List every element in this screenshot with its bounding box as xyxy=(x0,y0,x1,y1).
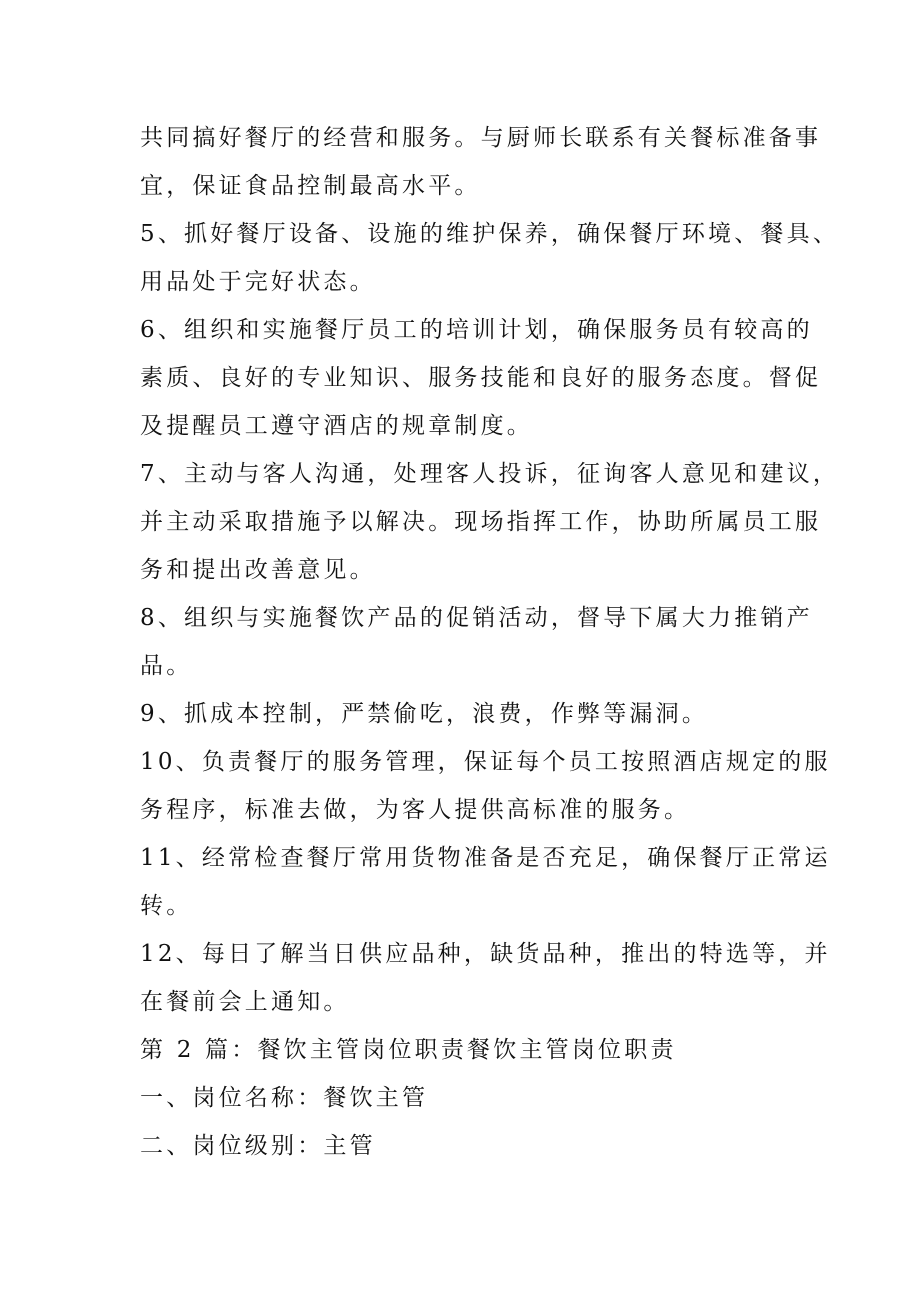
text-line: 用品处于完好状态。 xyxy=(140,269,376,295)
text-line: 品。 xyxy=(140,653,193,679)
text-line: 并主动采取措施予以解决。现场指挥工作，协助所属员工服 xyxy=(140,509,822,535)
list-item-7: 7、主动与客人沟通，处理客人投诉，征询客人意见和建议， xyxy=(140,461,840,487)
list-item-8: 8、组织与实施餐饮产品的促销活动，督导下属大力推销产 xyxy=(140,605,813,631)
text-line: 宜，保证食品控制最高水平。 xyxy=(140,173,481,199)
position-name-line: 一、岗位名称：餐饮主管 xyxy=(140,1085,429,1111)
list-item-12: 12、每日了解当日供应品种，缺货品种，推出的特选等，并 xyxy=(140,941,831,967)
text-line: 转。 xyxy=(140,893,193,919)
list-item-9: 9、抓成本控制，严禁偷吃，浪费，作弊等漏洞。 xyxy=(140,701,709,727)
text-line: 务程序，标准去做，为客人提供高标准的服务。 xyxy=(140,797,691,823)
document-body xyxy=(140,114,840,1170)
list-item-5: 5、抓好餐厅设备、设施的维护保养，确保餐厅环境、餐具、 xyxy=(140,221,840,247)
text-line: 及提醒员工遵守酒店的规章制度。 xyxy=(140,413,533,439)
text-line: 在餐前会上通知。 xyxy=(140,989,350,1015)
list-item-11: 11、经常检查餐厅常用货物准备是否充足，确保餐厅正常运 xyxy=(140,845,831,871)
position-level-line: 二、岗位级别：主管 xyxy=(140,1133,376,1159)
list-item-10: 10、负责餐厅的服务管理，保证每个员工按照酒店规定的服 xyxy=(140,749,831,775)
list-item-6: 6、组织和实施餐厅员工的培训计划，确保服务员有较高的 xyxy=(140,317,813,343)
text-line: 共同搞好餐厅的经营和服务。与厨师长联系有关餐标准备事 xyxy=(140,125,822,151)
section-heading: 第 2 篇：餐饮主管岗位职责餐饮主管岗位职责 xyxy=(140,1037,677,1063)
text-line: 务和提出改善意见。 xyxy=(140,557,376,583)
text-line: 素质、良好的专业知识、服务技能和良好的服务态度。督促 xyxy=(140,365,822,391)
